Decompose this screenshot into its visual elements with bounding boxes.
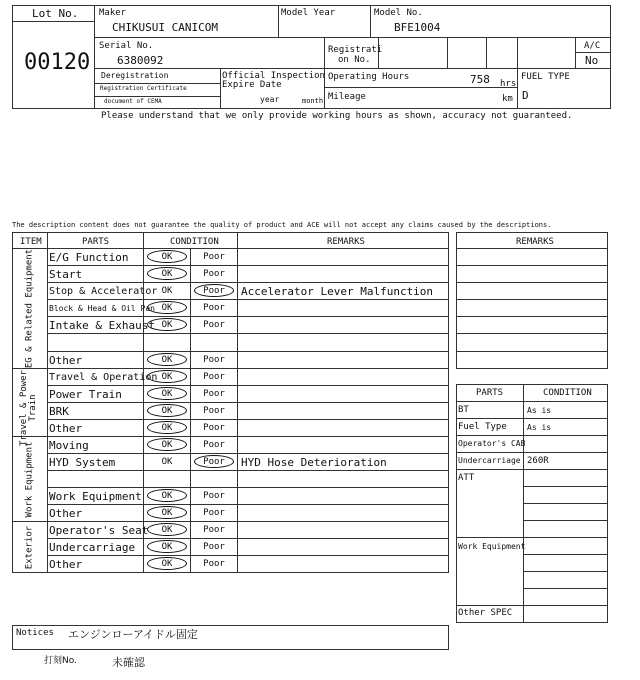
rt-fuel-label: Fuel Type bbox=[458, 422, 507, 432]
operating-hours-value: 758 bbox=[470, 73, 490, 86]
table-row-part: Other bbox=[49, 422, 83, 435]
condition-ok: OK bbox=[161, 372, 173, 382]
circled-ok-mark bbox=[147, 301, 187, 314]
table-row-part: Work Equipment bbox=[49, 490, 142, 503]
condition-ok: OK bbox=[161, 303, 173, 313]
rt-bt-value: As is bbox=[527, 406, 552, 415]
circled-ok-mark bbox=[147, 540, 187, 553]
table-row-part: Moving bbox=[49, 439, 89, 452]
rt-att-label: ATT bbox=[458, 473, 475, 483]
circled-ok-mark bbox=[147, 557, 187, 570]
maker-label: Maker bbox=[99, 8, 127, 18]
rt-undercarriage-value: 260R bbox=[527, 456, 549, 466]
circled-ok-mark bbox=[147, 250, 187, 263]
lot-number: 00120 bbox=[24, 50, 91, 75]
stamp-label: 打刻No. bbox=[44, 656, 77, 666]
circled-poor-mark bbox=[194, 284, 234, 297]
group-eg-related: EG & Related Equipment bbox=[24, 248, 35, 369]
condition-poor: Poor bbox=[203, 491, 225, 501]
table-row-part: HYD System bbox=[49, 456, 116, 469]
rt-cab-label: Operator's CAB bbox=[458, 439, 526, 448]
circled-ok-mark bbox=[147, 404, 187, 417]
expire-date-label: Expire Date bbox=[222, 80, 282, 90]
model-no-value: BFE1004 bbox=[394, 21, 441, 34]
condition-poor: Poor bbox=[203, 440, 225, 450]
cema-document-label: document of CEMA bbox=[104, 98, 162, 105]
condition-ok: OK bbox=[161, 559, 173, 569]
condition-poor: Poor bbox=[203, 303, 225, 313]
condition-poor: Poor bbox=[203, 286, 225, 296]
table-row-part: Other bbox=[49, 507, 83, 520]
condition-ok: OK bbox=[161, 320, 173, 330]
table-row-part: Power Train bbox=[49, 388, 122, 401]
condition-ok: OK bbox=[161, 423, 173, 433]
col-item-header: ITEM bbox=[20, 237, 42, 247]
circled-ok-mark bbox=[147, 438, 187, 451]
circled-ok-mark bbox=[147, 489, 187, 502]
ac-label: A/C bbox=[584, 41, 601, 51]
fuel-type-label: FUEL TYPE bbox=[521, 72, 570, 82]
group-travel-power: Travel & Power Train bbox=[19, 370, 38, 446]
col-parts-header: PARTS bbox=[82, 237, 110, 247]
lot-label: Lot No. bbox=[32, 7, 79, 20]
table-row-part: Undercarriage bbox=[49, 541, 136, 554]
circled-ok-mark bbox=[147, 267, 187, 280]
circled-ok-mark bbox=[147, 318, 187, 331]
model-year-label: Model Year bbox=[281, 8, 336, 18]
serial-value: 6380092 bbox=[117, 54, 164, 67]
condition-poor: Poor bbox=[203, 389, 225, 399]
condition-poor: Poor bbox=[203, 508, 225, 518]
deregistration-label: Deregistration bbox=[101, 71, 169, 80]
km-unit: km bbox=[502, 94, 513, 104]
table-row-part: Start bbox=[49, 268, 83, 281]
table-row-part: E/G Function bbox=[49, 251, 129, 264]
registration-label-2: on No. bbox=[338, 55, 371, 65]
group-exterior: Exterior bbox=[24, 525, 35, 570]
circled-ok-mark bbox=[147, 353, 187, 366]
condition-ok: OK bbox=[161, 286, 173, 296]
condition-ok: OK bbox=[161, 355, 173, 365]
col-remarks-header: REMARKS bbox=[327, 237, 365, 247]
condition-poor: Poor bbox=[203, 269, 225, 279]
condition-ok: OK bbox=[161, 542, 173, 552]
circled-ok-mark bbox=[147, 523, 187, 536]
rt-other-spec-label: Other SPEC bbox=[458, 608, 513, 618]
rt-bt-label: BT bbox=[458, 405, 469, 415]
group-work-equipment: Work Equipment bbox=[24, 441, 35, 518]
table-row-part: Travel & Operation bbox=[49, 372, 158, 383]
condition-ok: OK bbox=[161, 252, 173, 262]
table-row-part: Other bbox=[49, 558, 83, 571]
serial-label: Serial No. bbox=[99, 41, 154, 51]
condition-ok: OK bbox=[161, 457, 173, 467]
ac-value: No bbox=[585, 54, 599, 67]
table-row-part: BRK bbox=[49, 405, 69, 418]
table-row-remark: HYD Hose Deterioration bbox=[241, 456, 387, 469]
circled-ok-mark bbox=[147, 387, 187, 400]
operating-hours-label: Operating Hours bbox=[328, 72, 410, 82]
rt-undercarriage-label: Undercarriage bbox=[458, 456, 521, 465]
condition-poor: Poor bbox=[203, 320, 225, 330]
condition-poor: Poor bbox=[203, 457, 225, 467]
mileage-label: Mileage bbox=[328, 92, 366, 102]
hours-notice: Please understand that we only provide working hours as shown, accuracy not guaranteed. bbox=[101, 111, 573, 121]
disclaimer: The description content does not guarantee the quality of product and ACE will not accept any claims caused by the descriptions. bbox=[12, 221, 552, 229]
rt-condition-header: CONDITION bbox=[543, 388, 592, 398]
col-condition-header: CONDITION bbox=[170, 237, 219, 247]
table-row-part: Intake & Exhaust bbox=[49, 319, 155, 332]
table-row-part: Stop & Accelerator bbox=[49, 286, 158, 297]
circled-ok-mark bbox=[147, 421, 187, 434]
table-row-part: Block & Head & Oil Pan bbox=[49, 304, 155, 313]
condition-poor: Poor bbox=[203, 559, 225, 569]
registration-label: Registrati bbox=[328, 45, 383, 55]
notices-label: Notices bbox=[16, 628, 54, 638]
year-label: year bbox=[260, 95, 280, 104]
condition-ok: OK bbox=[161, 508, 173, 518]
hrs-unit: hrs bbox=[500, 79, 517, 89]
condition-ok: OK bbox=[161, 525, 173, 535]
condition-poor: Poor bbox=[203, 372, 225, 382]
condition-ok: OK bbox=[161, 269, 173, 279]
notices-value: エンジンローアイドル固定 bbox=[68, 628, 198, 641]
condition-poor: Poor bbox=[203, 355, 225, 365]
rt-work-equipment-label: Work Equipment bbox=[458, 542, 526, 551]
condition-poor: Poor bbox=[203, 542, 225, 552]
month-label: month bbox=[302, 97, 324, 105]
table-row-part: Operator's Seat bbox=[49, 524, 149, 537]
rt-fuel-value: As is bbox=[527, 423, 552, 432]
maker-value: CHIKUSUI CANICOM bbox=[112, 21, 218, 34]
table-row-remark: Accelerator Lever Malfunction bbox=[241, 285, 434, 298]
rt-parts-header: PARTS bbox=[476, 388, 504, 398]
circled-ok-mark bbox=[147, 370, 187, 383]
condition-ok: OK bbox=[161, 389, 173, 399]
fuel-type-value: D bbox=[522, 89, 529, 102]
condition-poor: Poor bbox=[203, 423, 225, 433]
condition-poor: Poor bbox=[203, 406, 225, 416]
registration-certificate-label: Registration Certificate bbox=[100, 85, 187, 92]
condition-poor: Poor bbox=[203, 252, 225, 262]
condition-ok: OK bbox=[161, 440, 173, 450]
official-inspection-label: Official Inspection bbox=[222, 71, 325, 81]
stamp-value: 未確認 bbox=[112, 656, 145, 669]
table-row-part: Other bbox=[49, 354, 83, 367]
circled-ok-mark bbox=[147, 506, 187, 519]
circled-poor-mark bbox=[194, 455, 234, 468]
condition-poor: Poor bbox=[203, 525, 225, 535]
model-no-label: Model No. bbox=[374, 8, 423, 18]
condition-ok: OK bbox=[161, 491, 173, 501]
condition-ok: OK bbox=[161, 406, 173, 416]
right-remarks-header: REMARKS bbox=[516, 237, 554, 247]
